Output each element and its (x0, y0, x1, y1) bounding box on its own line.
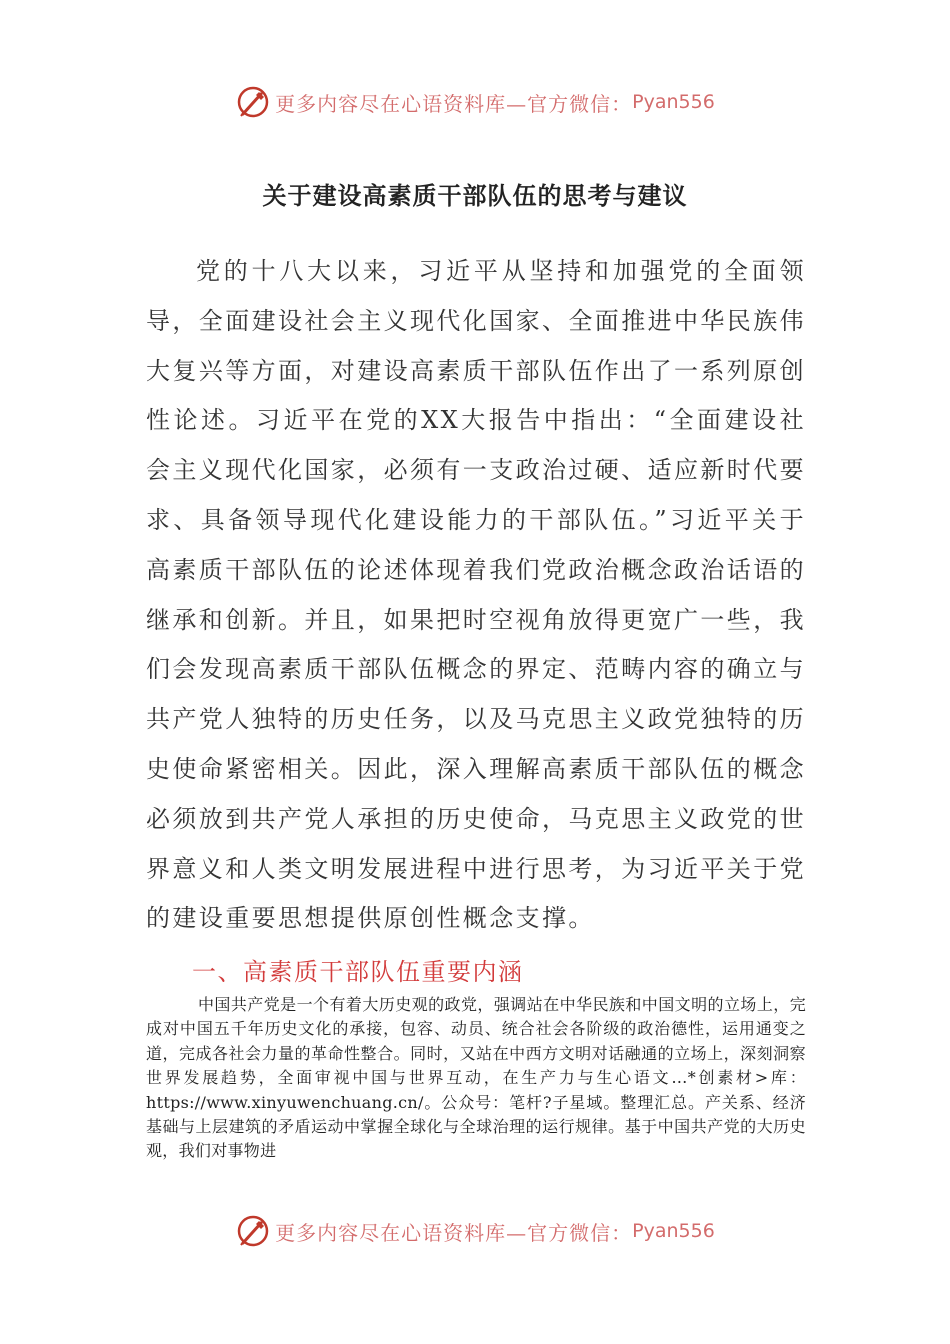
banner-handle: Pyan556 (632, 1220, 715, 1242)
section-heading: 一、高素质干部队伍重要内涵 (192, 958, 524, 986)
header-watermark-banner (0, 82, 950, 122)
intro-paragraph: 党的十八大以来，习近平从坚持和加强党的全面领导，全面建设社会主义现代化国家、全面推进中华民族伟大复兴等方面，对建设高素质干部队伍作出了一系列原创性论述。习近平在党的XX大报告中指出：“全面建设社会主义现代化国家，必须有一支政治过硬、适应新时代要求、具备领导现代化建设能力的干部队伍。”习近平关于高素质干部队伍的论述体现着我们党政治概念政治话语的继承和创新。并且，如果把时空视角放得更宽广一些，我们会发现高素质干部队伍概念的界定、范畴内容的确立与共产党人独特的历史任务，以及马克思主义政党独特的历史使命紧密相关。因此，深入理解高素质干部队伍的概念必须放到共产党人承担的历史使命，马克思主义政党的世界意义和人类文明发展进程中进行思考，为习近平关于党的建设重要思想提供原创性概念支撑。 (146, 257, 806, 933)
document-title: 关于建设高素质干部队伍的思考与建议 (262, 181, 688, 210)
body-paragraph: 中国共产党是一个有着大历史观的政党，强调站在中华民族和中国文明的立场上，完成对中国五千年历史文化的承接，包容、动员、统合社会各阶级的政治德性，运用通变之道，完成各社会力量的革命性整合。同时，又站在中西方文明对话融通的立场上，深刻洞察世界发展趋势，全面审视中国与世界互动，在生产力与生心语文…*创素材>库：https://www.xinyuwenchuang.cn/。公众号：笔杆?子星域。整理汇总。产关系、经济基础与上层建筑的矛盾运动中掌握全球化与全球治理的运行规律。基于中国共产党的大历史观，我们对事物进 (146, 995, 806, 1161)
footer-watermark-banner (0, 1211, 950, 1251)
pen-logo-icon (235, 84, 271, 120)
pen-logo-icon (235, 1213, 271, 1249)
banner-text: 更多内容尽在心语资料库—官方微信： (275, 91, 633, 116)
banner-handle: Pyan556 (632, 91, 715, 113)
banner-text: 更多内容尽在心语资料库—官方微信： (275, 1220, 633, 1245)
